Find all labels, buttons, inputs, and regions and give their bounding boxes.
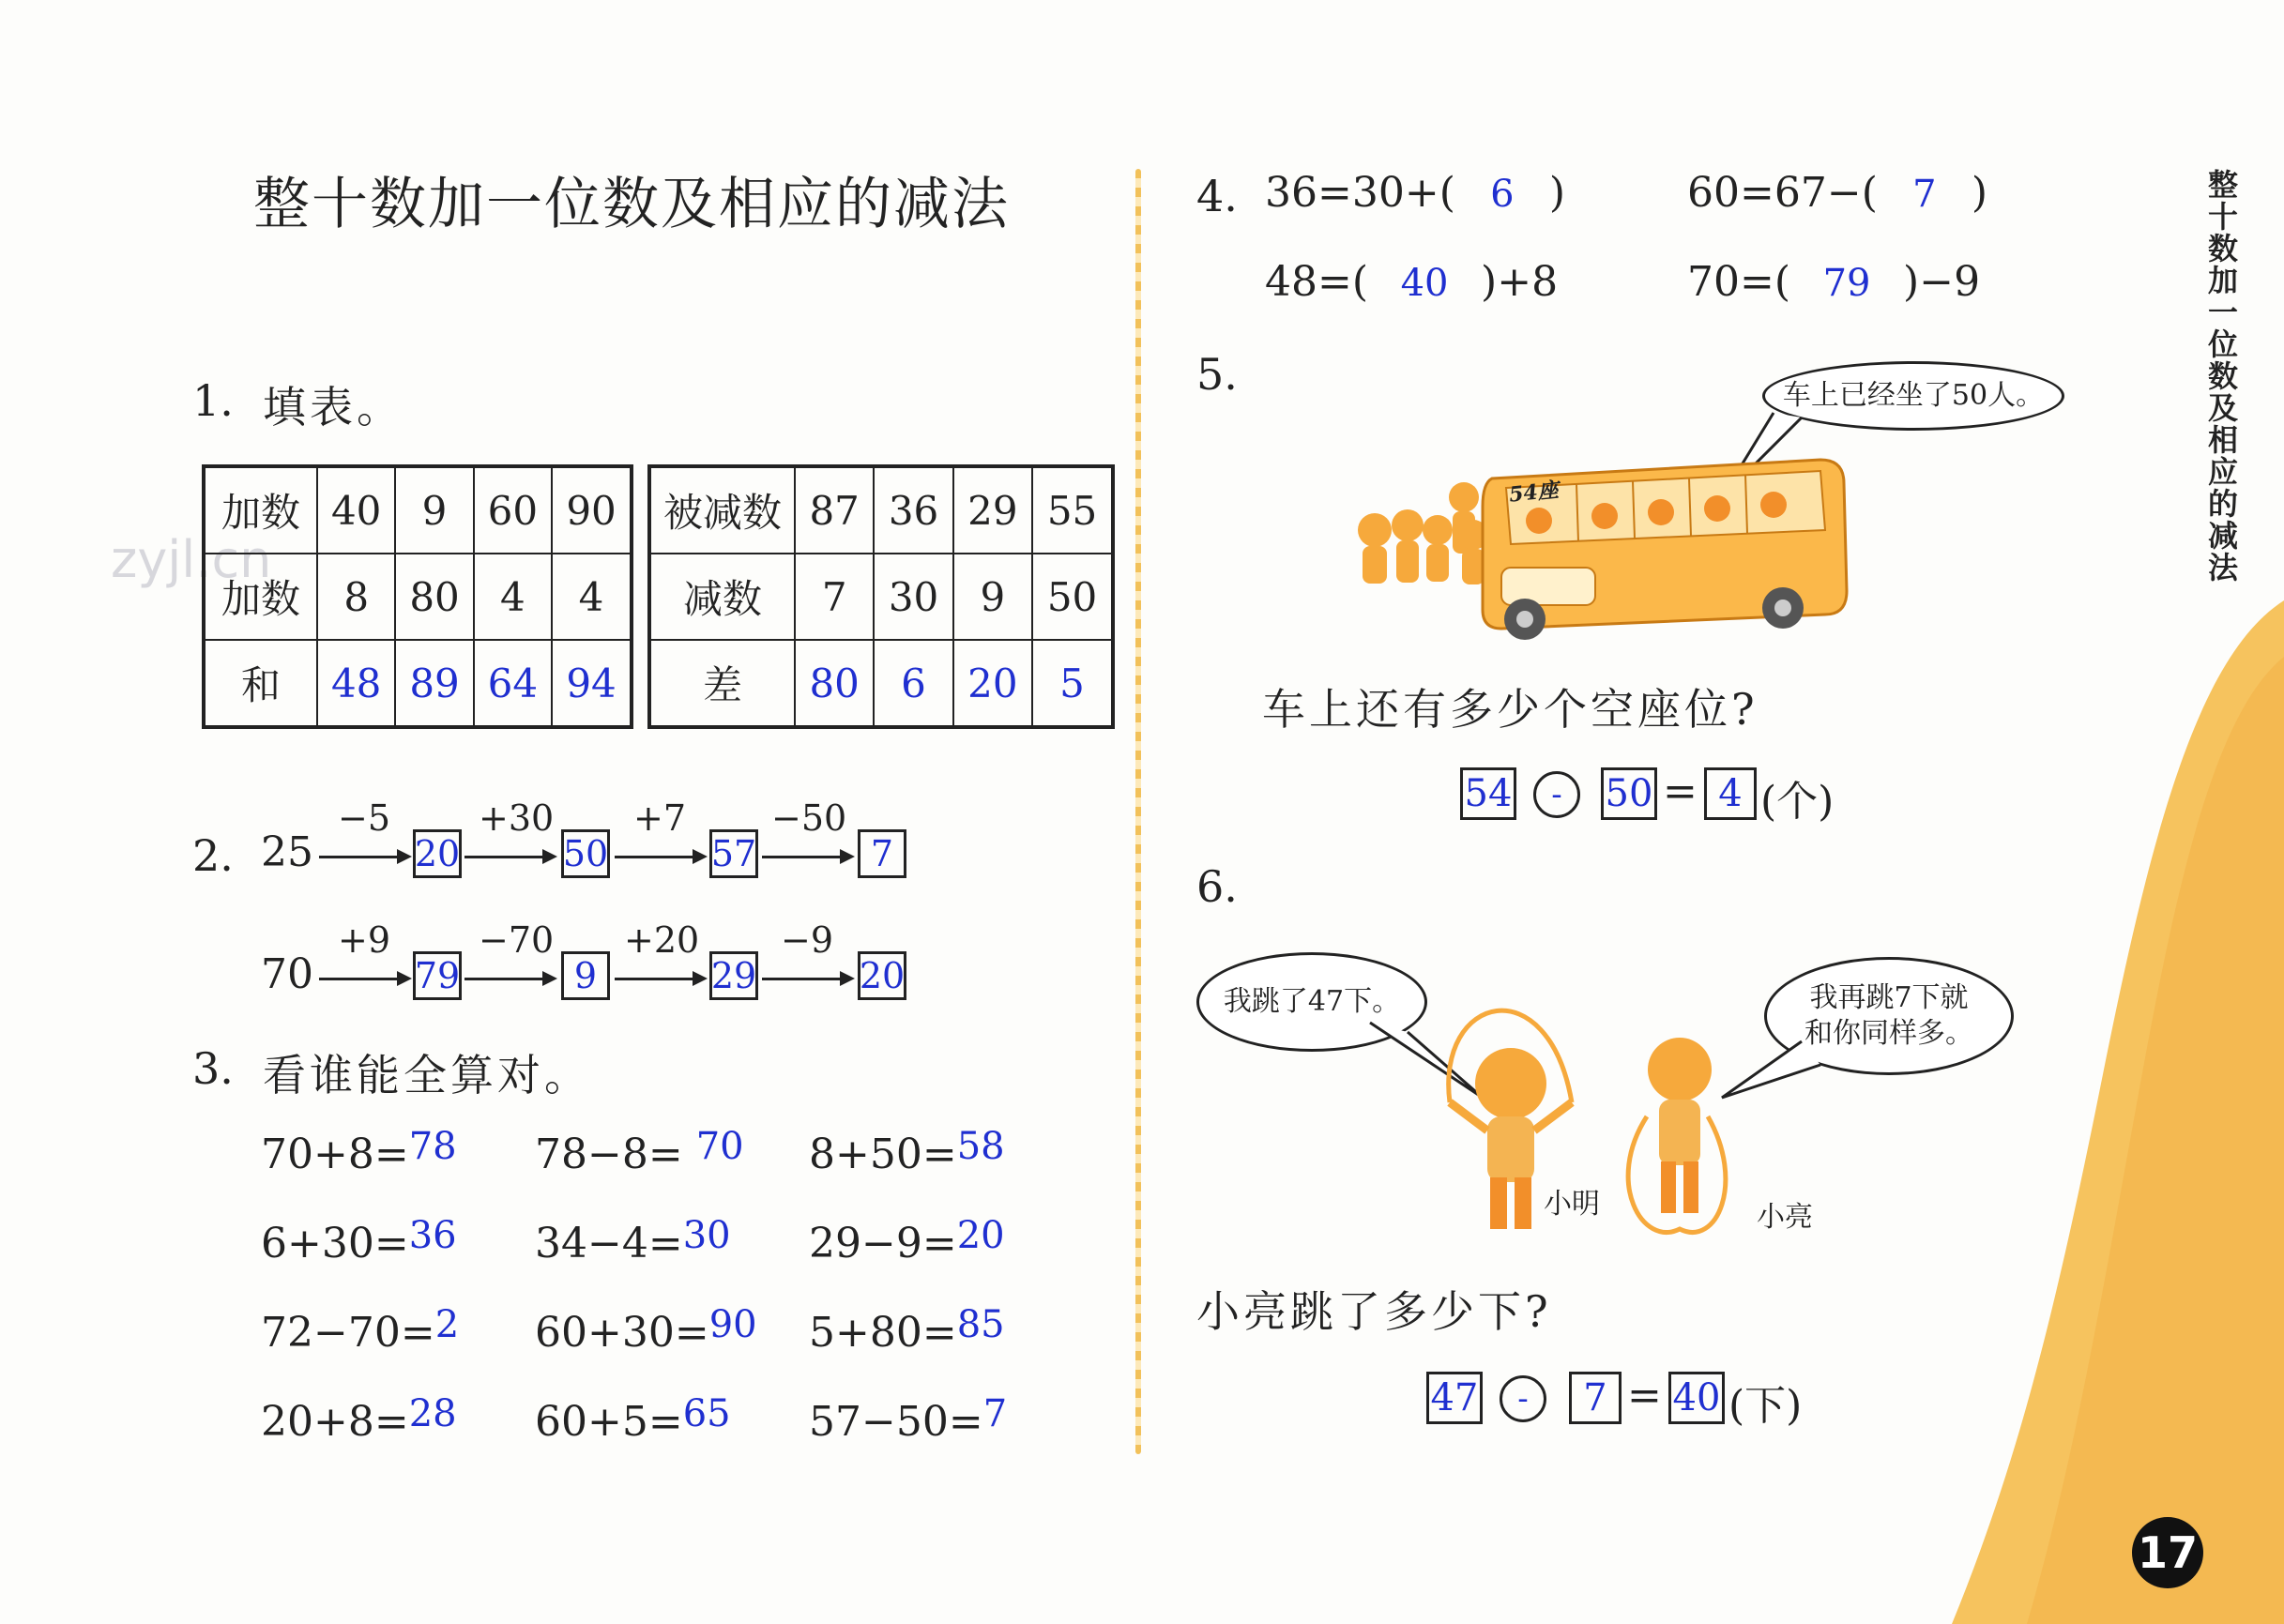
chain2-op: +9 [338,919,391,961]
calc-answer: 85 [956,1303,1005,1346]
table-label: 减数 [649,554,795,640]
calc-expr: 70+8= [261,1131,409,1178]
table-cell: 90 [552,466,632,554]
chain1-answer: 57 [709,829,758,878]
chain1-op: +7 [633,797,687,839]
table-cell: 8 [317,554,395,640]
q6-eq-a: 47 [1426,1372,1483,1424]
table-cell: 4 [474,554,552,640]
table-cell: 50 [1032,554,1113,640]
calc-item [809,1125,1005,1178]
q5-eq-a: 54 [1460,767,1516,820]
calc-answer: 70 [695,1125,744,1168]
arrow-icon [615,978,704,980]
answer-cell: 94 [552,640,632,727]
table-cell: 9 [395,466,473,554]
page-title: 整十数加一位数及相应的减法 [253,172,1010,237]
speech-bubble: 我跳了47下。 [1196,952,1427,1052]
chain1-op: +30 [479,797,555,839]
arrow-icon [464,978,554,980]
calc-expr: 20+8= [261,1398,409,1446]
q6-eq-result: 40 [1668,1372,1725,1424]
q3-text: 看谁能全算对。 [263,1050,591,1100]
q5-eq-op: - [1533,771,1580,818]
q5-eq-result: 4 [1704,767,1757,820]
q1-number: 1. [192,375,234,426]
table-label: 差 [649,640,795,727]
blank-answer: 6 [1490,173,1515,216]
calc-item [809,1214,1005,1267]
blank-post: )+8 [1481,258,1559,306]
calc-expr: 5+80= [809,1309,957,1357]
kid-name: 小亮 [1757,1201,1813,1234]
subtraction-table [647,464,1115,729]
q6-question: 小亮跳了多少下? [1196,1286,1552,1337]
calc-expr: 6+30= [261,1220,409,1267]
blank-answer: 79 [1822,262,1871,305]
answer-cell: 89 [395,640,473,727]
calc-item [535,1303,757,1357]
chain1-answer: 20 [413,829,462,878]
table-cell: 9 [953,554,1032,640]
chain1-answer: 7 [858,829,906,878]
chain2-op: −9 [781,919,834,961]
table-cell: 80 [395,554,473,640]
chain1-op: −5 [338,797,391,839]
watermark: zyjl.cn [111,530,272,589]
calc-item [261,1303,460,1357]
chain1-op: −50 [771,797,847,839]
answer-cell: 20 [953,640,1032,727]
chain1-answer: 50 [561,829,610,878]
chain2-answer: 29 [709,951,758,1000]
calc-expr: 29−9= [809,1220,957,1267]
table-cell: 55 [1032,466,1113,554]
blank-post: )−9 [1903,258,1981,306]
answer-cell: 6 [874,640,952,727]
calc-answer: 90 [708,1303,757,1346]
table-cell: 30 [874,554,952,640]
calc-item [261,1392,457,1446]
blank-answer: 7 [1912,173,1937,216]
calc-answer: 2 [434,1303,460,1346]
calc-item [261,1214,457,1267]
chain2-answer: 20 [858,951,906,1000]
q6-eq-b: 7 [1569,1372,1622,1424]
chain2-answer: 79 [413,951,462,1000]
calc-item [535,1392,731,1446]
calc-item [535,1125,744,1178]
answer-cell: 48 [317,640,395,727]
fill-blank [1265,258,1558,306]
q6-eq-op: - [1500,1375,1546,1422]
table-label: 加数 [204,466,317,554]
calc-answer: 36 [408,1214,457,1257]
blank-pre: 60=67−( [1687,169,1878,217]
blank-post: ) [1971,169,1988,217]
q4-number: 4. [1196,171,1238,221]
arrow-icon [762,856,851,858]
calc-answer: 58 [956,1125,1005,1168]
table-cell: 87 [795,466,874,554]
q5-number: 5. [1196,349,1238,400]
q5-question: 车上还有多少个空座位? [1262,684,1759,735]
chain2-start: 70 [261,950,313,998]
calc-item [261,1125,457,1178]
speech-bubble: 车上已经坐了50人。 [1762,361,2064,431]
table-cell: 4 [552,554,632,640]
table-cell: 40 [317,466,395,554]
answer-cell: 80 [795,640,874,727]
fill-blank [1687,258,1980,306]
arrow-icon [319,978,408,980]
fill-blank [1265,169,1565,217]
calc-expr: 78−8= [535,1131,683,1178]
calc-expr: 60+30= [535,1309,709,1357]
table-cell: 29 [953,466,1032,554]
arrow-icon [762,978,851,980]
side-chapter-title: 整十数加一位数及相应的减法 [2207,167,2238,585]
fill-blank [1687,169,1987,217]
q5-eq-unit: (个) [1760,778,1835,826]
arrow-icon [615,856,704,858]
blank-pre: 70=( [1687,258,1791,306]
chain2-op: +20 [624,919,700,961]
table-cell: 7 [795,554,874,640]
calc-expr: 72−70= [261,1309,435,1357]
equals-sign: = [1627,1372,1662,1419]
calc-item [809,1303,1005,1357]
calc-answer: 65 [682,1392,731,1435]
q6-number: 6. [1196,861,1238,912]
chain1-start: 25 [261,828,313,876]
calc-item [535,1214,731,1267]
table-label: 加数 [204,554,317,640]
calc-answer: 20 [956,1214,1005,1257]
answer-cell: 5 [1032,640,1113,727]
calc-expr: 34−4= [535,1220,683,1267]
blank-pre: 36=30+( [1265,169,1455,217]
bus-illustration [1351,441,1858,647]
kid-name: 小明 [1544,1188,1600,1221]
blank-answer: 40 [1400,262,1449,305]
calc-answer: 7 [982,1392,1008,1435]
page-number: 17 [2132,1517,2203,1588]
arrow-icon [464,856,554,858]
bubble-line: 我再跳7下就 [1809,981,1969,1014]
calc-item [809,1392,1008,1446]
chain2-op: −70 [479,919,555,961]
equals-sign: = [1663,767,1698,815]
bubble-line: 和你同样多。 [1804,1017,1973,1050]
column-divider [1135,169,1141,1454]
q1-text: 填表。 [263,382,404,433]
chain2-answer: 9 [561,951,610,1000]
calc-answer: 28 [408,1392,457,1435]
addition-table [202,464,633,729]
table-cell: 60 [474,466,552,554]
blank-pre: 48=( [1265,258,1369,306]
calc-answer: 78 [408,1125,457,1168]
table-label: 和 [204,640,317,727]
calc-expr: 60+5= [535,1398,683,1446]
q2-number: 2. [192,830,234,881]
answer-cell: 64 [474,640,552,727]
table-cell: 36 [874,466,952,554]
blank-post: ) [1548,169,1566,217]
table-label: 被减数 [649,466,795,554]
calc-expr: 57−50= [809,1398,983,1446]
q5-eq-b: 50 [1601,767,1657,820]
bus-sign: 54座 [1507,478,1560,508]
q3-number: 3. [192,1043,234,1094]
q6-eq-unit: (下) [1728,1382,1803,1430]
calc-answer: 30 [682,1214,731,1257]
calc-expr: 8+50= [809,1131,957,1178]
arrow-icon [319,856,408,858]
